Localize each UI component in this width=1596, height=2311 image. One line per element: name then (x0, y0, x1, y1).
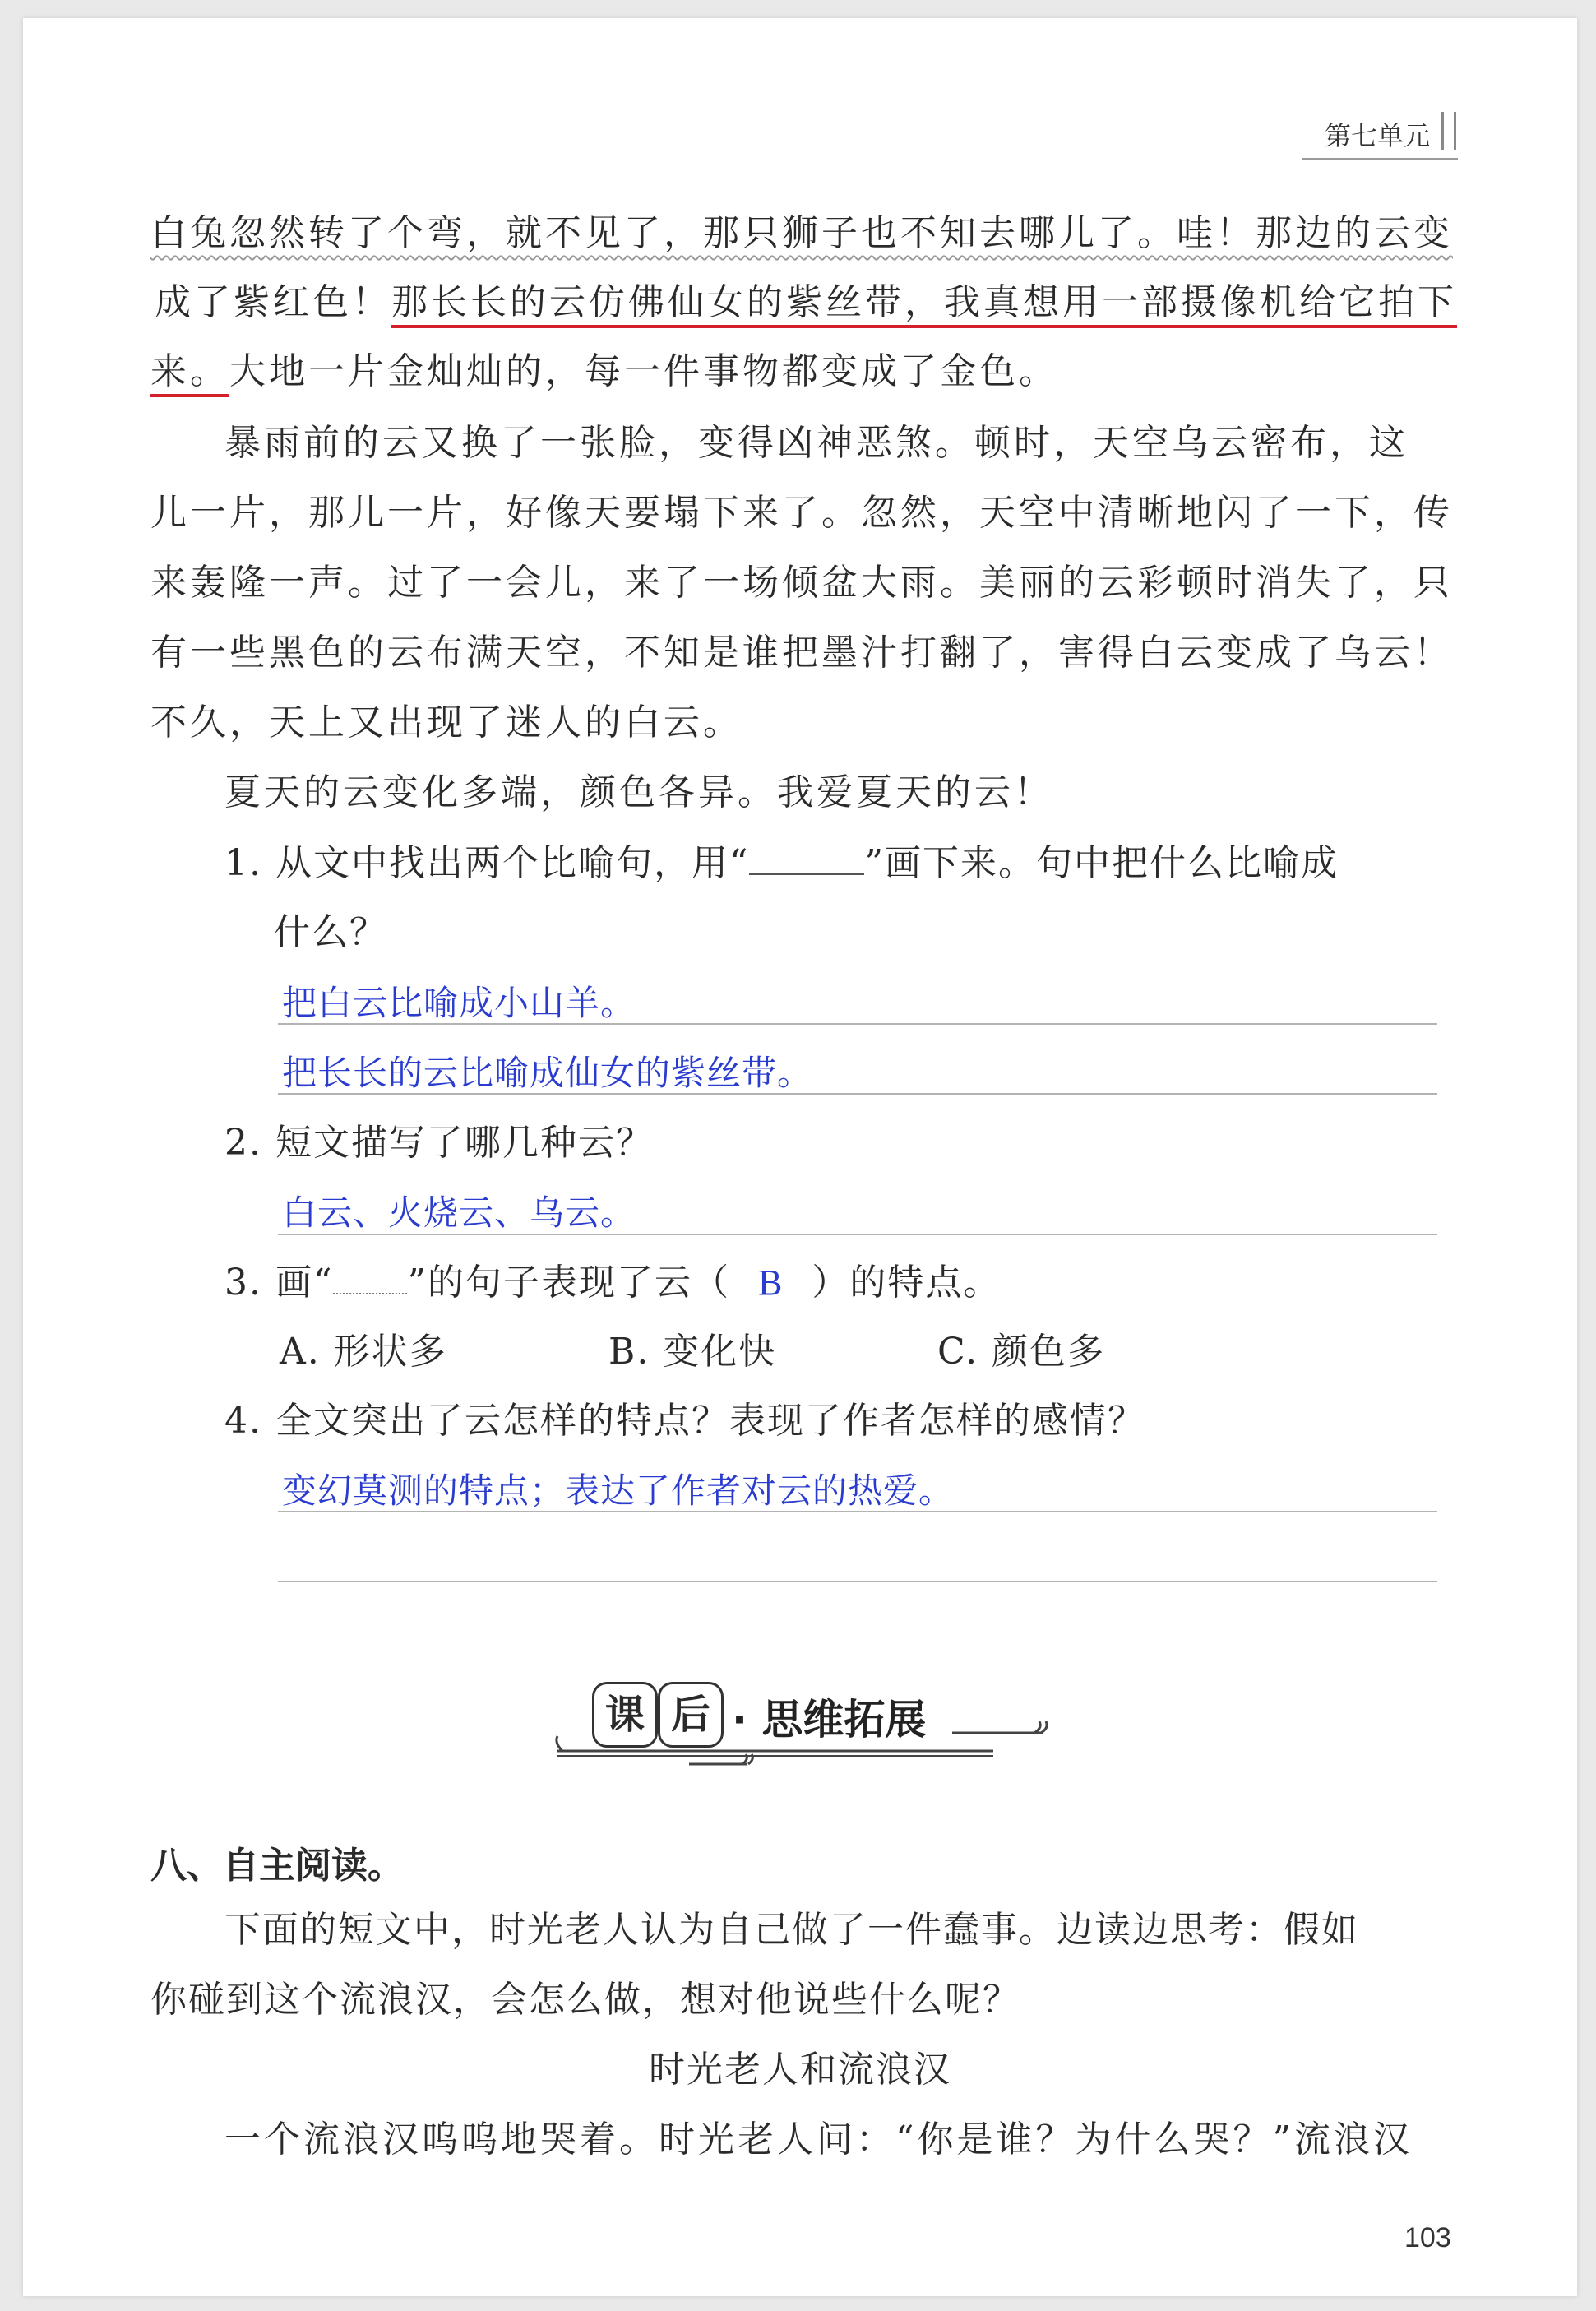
section-title: 八、自主阅读。 (150, 1845, 404, 1887)
underline-blank (749, 844, 864, 875)
passage-line-3 (150, 347, 1058, 396)
banner-char-1: 课 (592, 1682, 658, 1748)
story-line-1: 一个流浪汉呜呜地哭着。时光老人问：“你是谁？为什么哭？”流浪汉 (224, 2119, 1413, 2160)
passage-p3-line-1: 夏天的云变化多端，颜色各异。我爱夏天的云！ (224, 771, 1053, 813)
passage-line-1 (150, 209, 1453, 258)
passage-p2-line-2: 儿一片，那儿一片，好像天要塌下来了。忽然，天空中清晰地闪了一下，传 (150, 492, 1453, 534)
question-2-answer: 白云、火烧云、乌云。 (282, 1193, 636, 1233)
question-3-answer: B (757, 1262, 784, 1303)
section-banner (549, 1675, 1059, 1774)
question-2: 2. 短文描写了哪几种云？ (224, 1122, 654, 1164)
textbook-page (23, 18, 1577, 2296)
option-a: A. 形状多 (280, 1331, 447, 1373)
question-3-text-a: 3. 画“ (224, 1262, 334, 1304)
question-1 (224, 839, 1339, 888)
red-underlined-simile-end: 来。 (150, 350, 229, 397)
passage-line-3b: 大地一片金灿灿的，每一件事物都变成了金色。 (229, 350, 1058, 392)
question-3 (224, 1258, 1001, 1308)
question-4-answer: 变幻莫测的特点；表达了作者对云的热爱。 (282, 1470, 955, 1511)
section-intro-line-1: 下面的短文中，时光老人认为自己做了一件蠢事。边读边思考：假如 (224, 1909, 1359, 1951)
section-intro-line-2: 你碰到这个流浪汉，会怎么做，想对他说些什么呢？ (150, 1979, 1020, 2021)
story-title: 时光老人和流浪汉 (649, 2049, 951, 2091)
question-1-text-a: 1. 从文中找出两个比喻句，用“ (224, 842, 750, 884)
red-underlined-simile: 那长长的云仿佛仙女的紫丝带，我真想用一部摄像机给它拍下 (391, 281, 1457, 328)
wavy-blank (333, 1263, 407, 1294)
question-1-text-b: ”画下来。句中把什么比喻成 (864, 842, 1339, 884)
question-1-continued: 什么？ (274, 911, 387, 953)
question-1-answer-1: 把白云比喻成小山羊。 (282, 983, 636, 1023)
wavy-underlined-sentence: 白兔忽然转了个弯，就不见了，那只狮子也不知去哪儿了。哇！那边的云变 (150, 212, 1453, 254)
answer-line (278, 1093, 1437, 1095)
unit-header (1302, 100, 1458, 160)
passage-p2-line-3: 来轰隆一声。过了一会儿，来了一场倾盆大雨。美丽的云彩顿时消失了，只 (150, 562, 1453, 604)
banner-char-2: 后 (658, 1682, 724, 1748)
passage-p2-line-5: 不久，天上又出现了迷人的白云。 (150, 702, 742, 743)
passage-p2-line-4: 有一些黑色的云布满天空，不知是谁把墨汁打翻了，害得白云变成了乌云！ (150, 632, 1453, 674)
option-c: C. 颜色多 (937, 1331, 1106, 1373)
answer-line (278, 1511, 1437, 1512)
question-3-text-c: ）的特点。 (812, 1262, 1002, 1304)
unit-label: 第七单元 (1325, 120, 1431, 151)
unit-bars-decoration (1441, 112, 1456, 150)
passage-p2-line-1: 暴雨前的云又换了一张脸，变得凶神恶煞。顿时，天空乌云密布，这 (224, 422, 1409, 464)
passage-line-2 (155, 278, 1457, 327)
question-4: 4. 全文突出了云怎样的特点？表现了作者怎样的感情？ (224, 1400, 1145, 1442)
answer-line (278, 1234, 1437, 1235)
answer-line (278, 1581, 1437, 1582)
page-number: 103 (1404, 2222, 1451, 2253)
passage-line-2a: 成了紫红色！ (155, 281, 391, 323)
option-b: B. 变化快 (608, 1331, 777, 1373)
question-1-answer-2: 把长长的云比喻成仙女的紫丝带。 (282, 1053, 813, 1093)
question-3-text-b: ”的句子表现了云（ (407, 1262, 730, 1304)
answer-line (278, 1023, 1437, 1025)
banner-title: · 思维拓展 (732, 1696, 927, 1744)
